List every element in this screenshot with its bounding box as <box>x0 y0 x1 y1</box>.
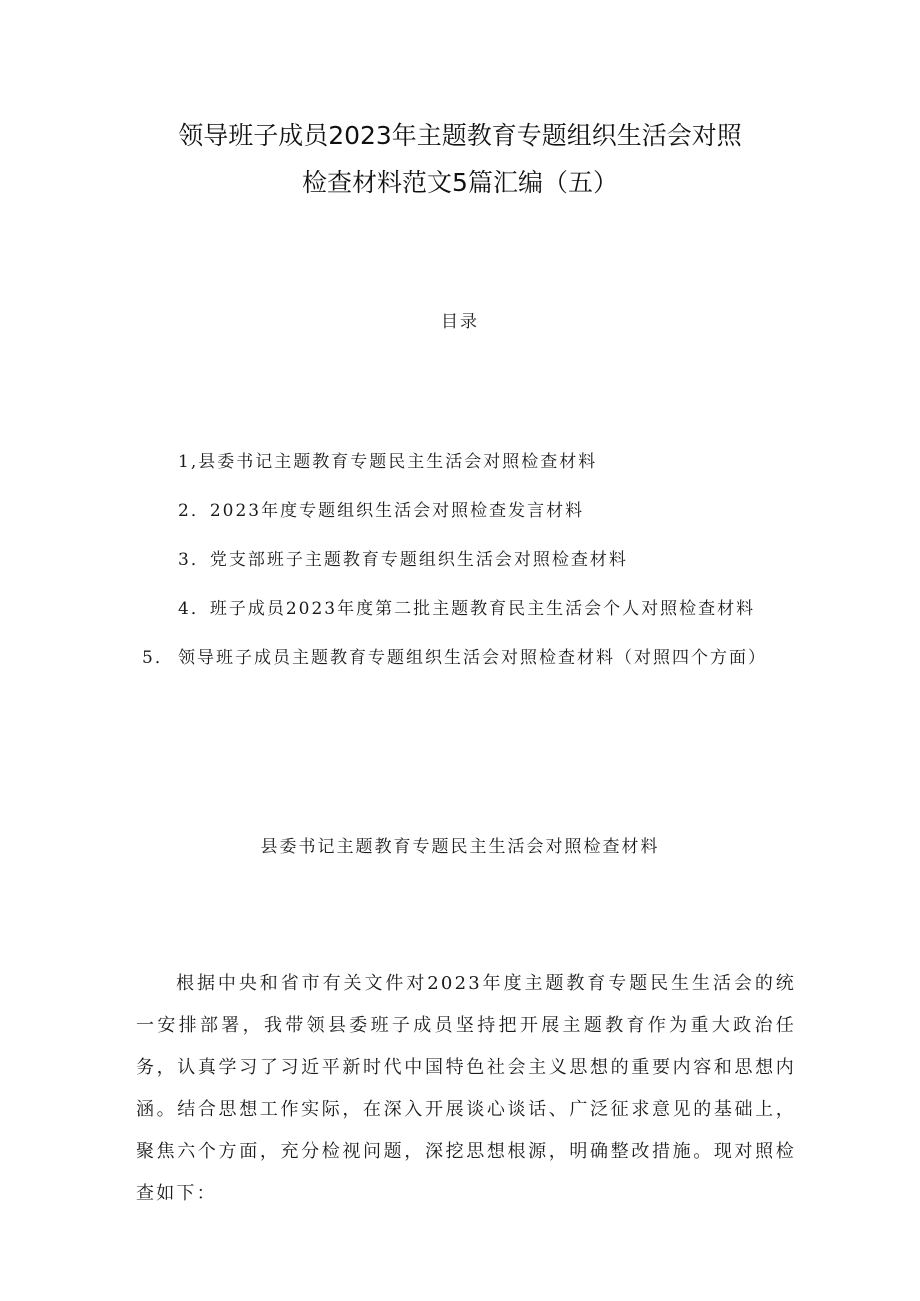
table-of-contents <box>142 448 798 704</box>
toc-item-text: 党支部班子主题教育专题组织生活会对照检查材料 <box>209 550 628 570</box>
toc-item-2[interactable] <box>178 497 798 525</box>
document-title-line-1: 领导班子成员2023年主题教育专题组织生活会对照 <box>178 121 742 150</box>
toc-item-number: 2． <box>178 501 210 521</box>
toc-item-text: 班子成员2023年度第二批主题教育民主生活会个人对照检查材料 <box>209 599 756 619</box>
toc-item-number: 4． <box>178 599 210 619</box>
section-heading: 县委书记主题教育专题民主生活会对照检查材料 <box>260 837 660 857</box>
toc-item-text: 2023年度专题组织生活会对照检查发言材料 <box>209 501 585 521</box>
toc-item-4[interactable] <box>178 595 798 623</box>
toc-item-5[interactable]: 5． 领导班子成员主题教育专题组织生活会对照检查材料（对照四个方面） <box>142 648 767 668</box>
document-title-line-2: 检查材料范文5篇汇编（五） <box>302 168 618 197</box>
toc-item-3[interactable] <box>178 546 798 574</box>
toc-item-number: 1, <box>178 452 199 472</box>
toc-heading: 目录 <box>441 312 479 332</box>
body-paragraph: 根据中央和省市有关文件对2023年度主题教育专题民生生活会的统一安排部署，我带领县委班子成员坚持把开展主题教育作为重大政治任务，认真学习了习近平新时代中国特色社会主义思想的重要内容和思想内涵。结合思想工作实际，在深入开展谈心谈话、广泛征求意见的基础上，聚焦六个方面，充分检视问题，深挖思想根源，明确整改措施。现对照检查如下： <box>136 973 796 1204</box>
toc-item-text: 领导班子成员主题教育专题组织生活会对照检查材料（对照四个方面） <box>178 648 767 668</box>
toc-item-1[interactable] <box>178 448 798 476</box>
toc-item-number: 3． <box>178 550 210 570</box>
toc-item-text: 县委书记主题教育专题民主生活会对照检查材料 <box>198 452 598 472</box>
